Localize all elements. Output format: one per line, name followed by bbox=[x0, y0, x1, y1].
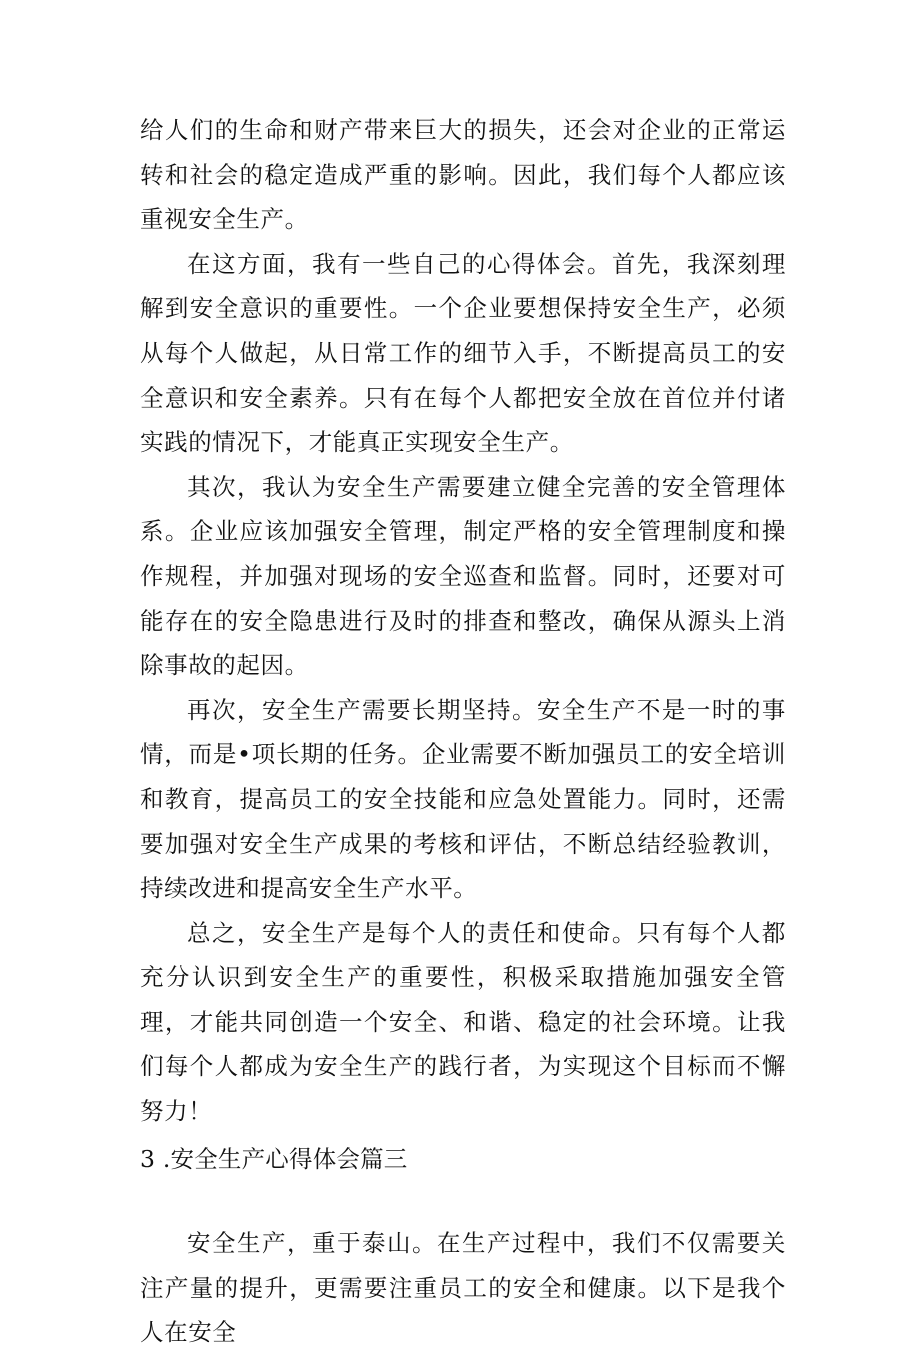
paragraph-management-system: 其次，我认为安全生产需要建立健全完善的安全管理体系。企业应该加强安全管理，制定严格的安全管理制度和操作规程，并加强对现场的安全巡查和监督。同时，还要对可能存在的安全隐患进行及时的排查和整改，确保从源头上消除事故的起因。 bbox=[140, 472, 786, 680]
paragraph-continuation: 给人们的生命和财产带来巨大的损失，还会对企业的正常运转和社会的稳定造成严重的影响。因此，我们每个人都应该重视安全生产。 bbox=[140, 116, 786, 234]
paragraph-long-term: 再次，安全生产需要长期坚持。安全生产不是一时的事情，而是•项长期的任务。企业需要不断加强员工的安全培训和教育，提高员工的安全技能和应急处置能力。同时，还需要加强对安全生产成果的考核和评估，不断总结经验教训，持续改进和提高安全生产水平。 bbox=[140, 695, 786, 903]
section-heading: 3 .安全生产心得体会篇三 bbox=[140, 1144, 408, 1173]
section-spacer bbox=[140, 1181, 786, 1221]
document-body bbox=[140, 108, 786, 1355]
paragraph-conclusion: 总之，安全生产是每个人的责任和使命。只有每个人都充分认识到安全生产的重要性，积极采取措施加强安全管理，才能共同创造一个安全、和谐、稳定的社会环境。让我们每个人都成为安全生产的践行者，为实现这个目标而不懈努力！ bbox=[140, 918, 786, 1126]
paragraph-section-intro: 安全生产，重于泰山。在生产过程中，我们不仅需要关注产量的提升，更需要注重员工的安全和健康。以下是我个人在安全 bbox=[140, 1229, 786, 1347]
paragraph-awareness: 在这方面，我有一些自己的心得体会。首先，我深刻理解到安全意识的重要性。一个企业要想保持安全生产，必须从每个人做起，从日常工作的细节入手，不断提高员工的安全意识和安全素养。只有在每个人都把安全放在首位并付诸实践的情况下，才能真正实现安全生产。 bbox=[140, 249, 786, 457]
